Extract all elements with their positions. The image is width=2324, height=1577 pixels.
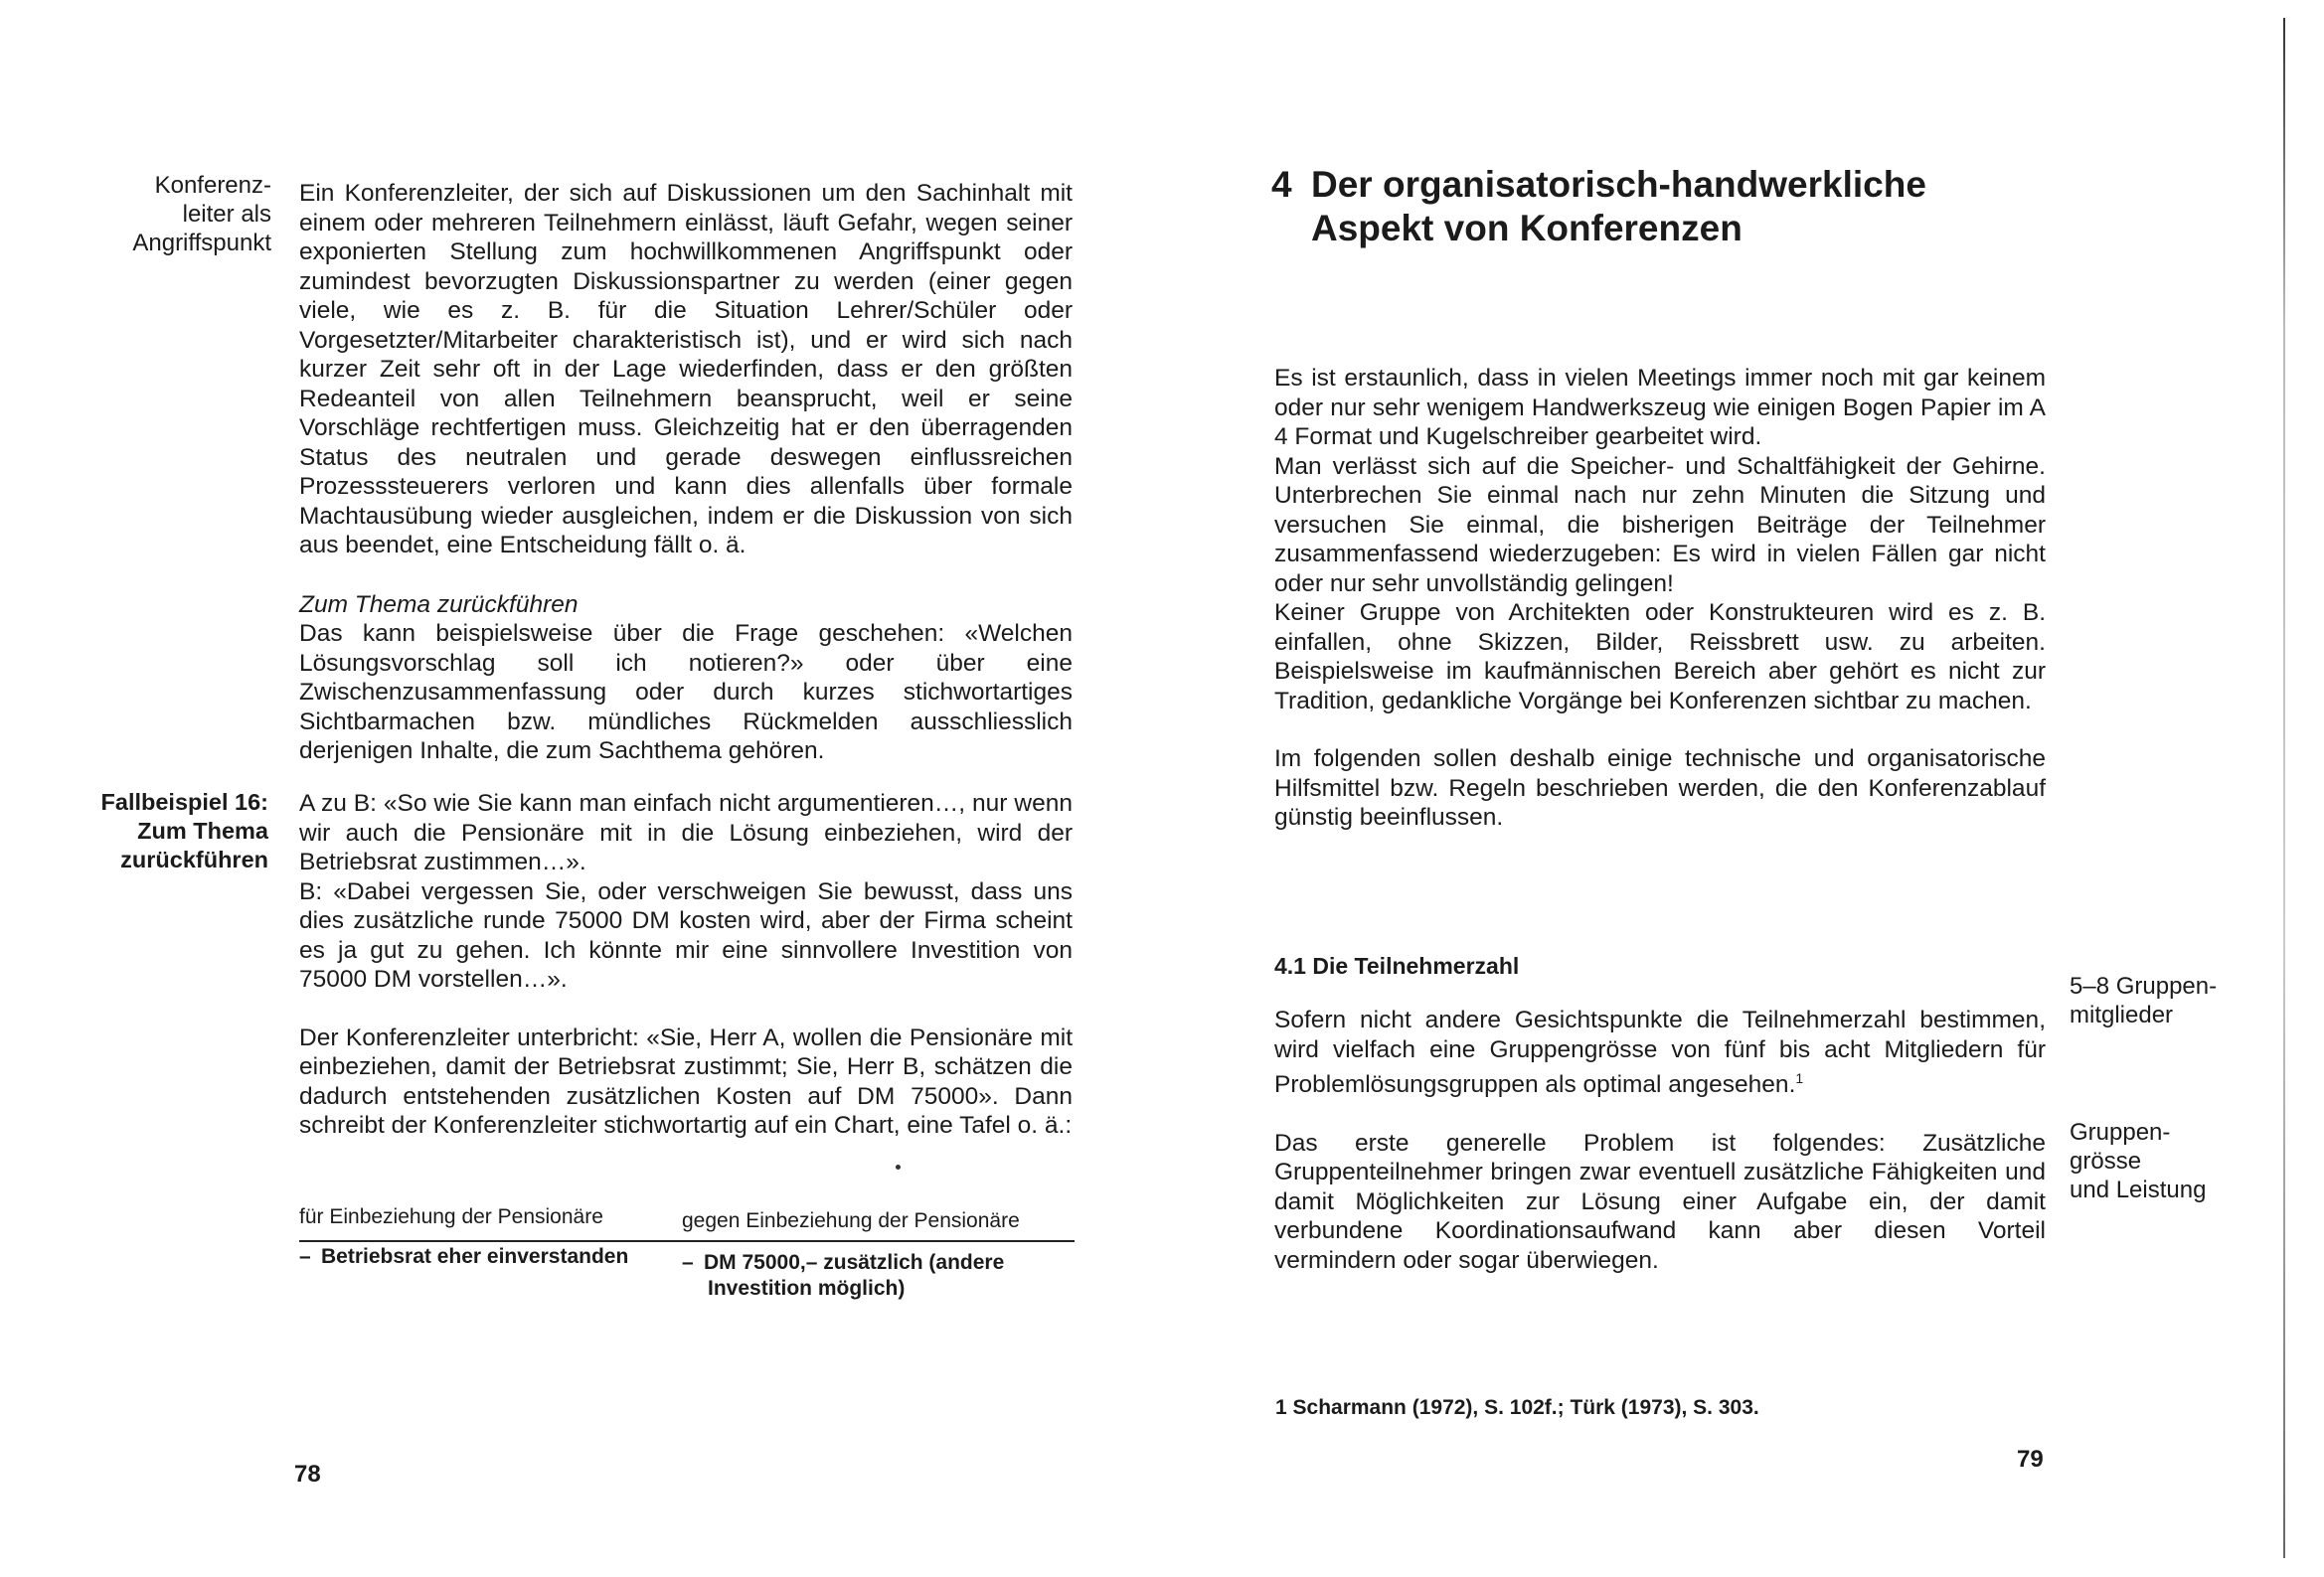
page-edge-line [2283,18,2285,1558]
paragraph-hilfsmittel: Im folgenden sollen deshalb einige technische und organisatorische Hilfsmittel bzw. Regeln beschrieben werden, die den Konferenzablauf günstig beeinflussen. [1274,745,2046,831]
paragraph-zum-thema: Das kann beispielsweise über die Frage geschehen: «Welchen Lösungsvorschlag soll ich notieren?» oder über eine Zwischenzusammenfassung oder durch kurzes stichwortartiges Sichtbarmachen bzw. mündliches Rückmelden ausschliesslich derjenigen Inhalte, die zum Sachthema gehören. [299,620,1073,764]
margin-note-line: 5–8 Gruppen- [2070,973,2218,1000]
footnote-marker: 1 [1795,1070,1804,1086]
left-body-top [299,179,1073,766]
margin-note-line: Konferenz- [154,172,271,199]
table-cell-against [682,1250,1026,1302]
margin-note-line: Fallbeispiel 16: [100,789,268,815]
chart-table [299,1200,1075,1310]
margin-note-line: Angriffspunkt [132,230,271,256]
table-cell-for [299,1244,657,1270]
margin-note-line: leiter als [182,201,271,228]
right-body-intro [1274,364,2046,833]
paragraph-gruppengroesse-text: Sofern nicht andere Gesichtspunkte die Teilnehmerzahl bestimmen, wird vielfach eine Gruppengrösse von fünf bis acht Mitgliedern für Problemlösungsgruppen als optimal angesehen. [1274,1007,2046,1099]
margin-note-fallbeispiel [60,788,268,874]
margin-note-line: grösse [2070,1148,2142,1175]
margin-note-leistung [2070,1118,2268,1204]
paragraph-speicher: Man verlässt sich auf die Speicher- und Schaltfähigkeit der Gehirne. Unterbrechen Sie einmal nach nur zehn Minuten die Sitzung und versuchen Sie einmal, die bisherigen Beiträge der Teilnehmer zusammenfassend wiederzugeben: Es wird in vielen Fällen gar nicht oder nur sehr unvollständig gelingen! [1274,452,2046,597]
page-number-right: 79 [2017,1446,2044,1473]
page-number-left: 78 [294,1461,321,1488]
paragraph-gruppengroesse [1274,1006,2046,1100]
table-cell-against-text: DM 75000,– zusätzlich (andere Investition möglich) [704,1251,1005,1300]
margin-note-line: Zum Thema [137,818,268,844]
chapter-number: 4 [1271,164,1292,205]
speck-dot [896,1165,901,1170]
paragraph-konferenzleiter-unterbricht: Der Konferenzleiter unterbricht: «Sie, Herr A, wollen die Pensionäre mit einbeziehen, damit der Betriebsrat zustimmt; Sie, Herr B, schätzen die dadurch entstehenden zusätzlichen Kosten auf DM 75000». Dann schreibt der Konferenzleiter stichwortartig auf ein Chart, eine Tafel o. ä.: [299,1024,1073,1139]
paragraph-architekten: Keiner Gruppe von Architekten oder Konstrukteuren wird es z. B. einfallen, ohne Skizzen, Bilder, Reissbrett usw. zu arbeiten. Beispielsweise im kaufmännischen Bereich aber gehört es nicht zur Tradition, gedankliche Vorgänge bei Konferenzen sichtbar zu machen. [1274,599,2046,714]
footnote: 1 Scharmann (1972), S. 102f.; Türk (1973), S. 303. [1275,1396,1759,1419]
right-body-teilnehmer [1274,1006,2046,1275]
paragraph-a-zu-b: A zu B: «So wie Sie kann man einfach nicht argumentieren…, nur wenn wir auch die Pensionäre mit in die Lösung einbeziehen, wird der Betriebsrat zustimmen…». [299,790,1073,875]
margin-note-gruppenmitglieder [2070,972,2268,1029]
table-cell-for-text: Betriebsrat eher einverstanden [321,1245,629,1268]
chapter-title-line2: Aspekt von Konferenzen [1311,208,1743,248]
paragraph-erstaunlich: Es ist erstaunlich, dass in vielen Meetings immer noch mit gar keinem oder nur sehr wenigem Handwerkszeug wie einigen Bogen Papier im A 4 Format und Kugelschreiber gearbeitet wird. [1274,365,2046,450]
paragraph-b: B: «Dabei vergessen Sie, oder verschweigen Sie bewusst, dass uns dies zusätzliche runde 75000 DM kosten wird, aber der Firma scheint es ja gut zu gehen. Ich könnte mir eine sinnvollere Investition von 75000 DM vorstellen…». [299,877,1073,993]
chapter-title-line1: Der organisatorisch-handwerkliche [1311,164,1926,205]
margin-note-line: Gruppen- [2070,1119,2171,1146]
dash: – [299,1245,311,1268]
dash: – [682,1251,694,1274]
margin-note-line: und Leistung [2070,1177,2207,1203]
chapter-title [1271,163,2027,250]
table-header-against: gegen Einbeziehung der Pensionäre [682,1209,1020,1232]
left-body-case [299,789,1073,1141]
right-page [1162,0,2324,1577]
table-rule [299,1240,1075,1242]
margin-note-line: zurückführen [120,847,268,872]
margin-note-angriffspunkt [60,171,271,257]
margin-note-line: mitglieder [2070,1002,2174,1028]
table-header-for: für Einbeziehung der Pensionäre [299,1205,603,1228]
paragraph-konferenzleiter: Ein Konferenzleiter, der sich auf Diskussionen um den Sachinhalt mit einem oder mehreren Teilnehmern einlässt, läuft Gefahr, wegen seiner exponierten Stellung zum hochwillkommenen Angriffspunkt oder zumindest bevorzugten Diskussionspartner zu werden (einer gegen viele, wie es z. B. für die Situation Lehrer/Schüler oder Vorgesetzter/Mitarbeiter charakteristisch ist), und er wird sich nach kurzer Zeit sehr oft in der Lage wiederfinden, dass er den größten Redeanteil von allen Teilnehmern beansprucht, weil er seine Vorschläge rechtfertigen muss. Gleichzeitig hat er den überragenden Status des neutralen und gerade deswegen einflussreichen Prozesssteuerers verloren und kann dies allenfalls über formale Machtausübung wieder ausgleichen, indem er die Diskussion von sich aus beendet, eine Entscheidung fällt o. ä. [299,180,1073,558]
paragraph-erstes-problem: Das erste generelle Problem ist folgendes: Zusätzliche Gruppenteilnehmer bringen zwar eventuell zusätzliche Fähigkeiten und damit Möglichkeiten zur Lösung einer Aufgabe ein, der damit verbundene Koordinationsaufwand kann aber diesen Vorteil vermindern oder sogar überwiegen. [1274,1129,2046,1274]
section-title-teilnehmerzahl: 4.1 Die Teilnehmerzahl [1274,953,1520,979]
italic-heading-zum-thema: Zum Thema zurückführen [299,590,579,618]
